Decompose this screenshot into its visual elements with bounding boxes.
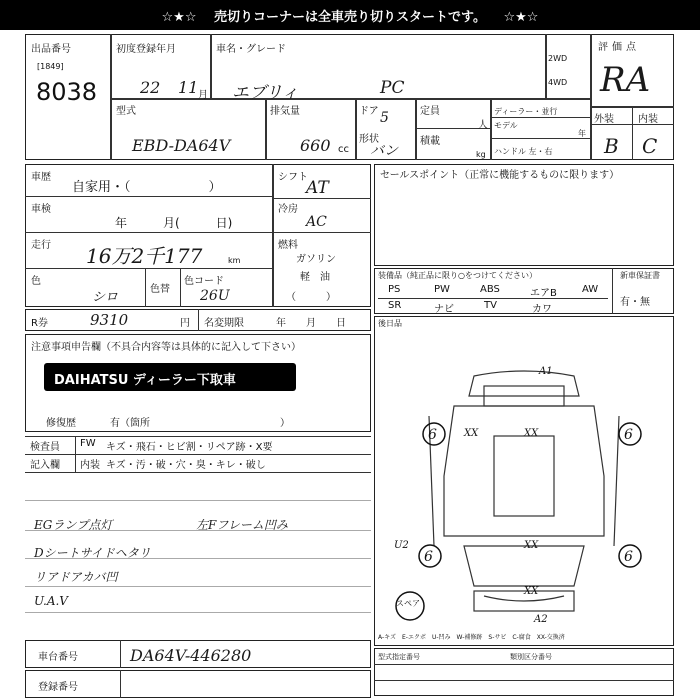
note-5: U.A.V — [34, 594, 68, 608]
recycle-unit: 円 — [180, 318, 190, 329]
warranty-value: 有・無 — [620, 297, 650, 308]
repaint-label: 色替 — [150, 284, 170, 295]
mark-a1: A1 — [539, 366, 553, 377]
inspection-label: 車検 — [31, 204, 51, 215]
note-3: Dシートサイドヘタリ — [34, 546, 151, 560]
mark-xx-3: XX — [524, 540, 539, 551]
reg-month: 11 — [178, 78, 199, 97]
color-code-value: 26U — [200, 288, 230, 304]
fuel-other: （ ） — [286, 292, 336, 303]
recycle-value: 9310 — [90, 311, 129, 329]
dealer-badge: DAIHATSU ディーラー下取車 — [54, 373, 236, 388]
recycle-label: R券 — [31, 318, 48, 329]
notes-label: 注意事項申告欄（不具合内容等は具体的に記入して下さい） — [31, 342, 301, 353]
fuel-gasoline: ガソリン — [296, 254, 336, 265]
note-2: 左Fフレーム凹み — [196, 518, 288, 532]
mark-6-rear-right: 6 — [624, 549, 633, 565]
repair-value: 有（箇所 ） — [110, 418, 290, 429]
damage-legend: A-キズ E-エクボ U-凹み W-補修跡 S-サビ C-腐食 XX-交換済 — [378, 634, 565, 641]
rear-label: 後日品 — [378, 319, 402, 328]
load-unit: kg — [476, 150, 486, 159]
model-year-label: モデル — [494, 121, 518, 130]
mark-6-rear-left: 6 — [424, 549, 433, 565]
disp-label: 排気量 — [270, 106, 300, 117]
model-year-unit: 年 — [578, 129, 586, 138]
inspector-label: 検査員 — [30, 442, 60, 453]
equipment-label: 装備品（純正品に限り○をつけてください） — [378, 271, 537, 280]
reg-label: 初度登録年月 — [116, 44, 176, 55]
ac-label: 冷房 — [278, 204, 298, 215]
history-value: 自家用・（ ） — [72, 180, 222, 195]
equip-tv: TV — [484, 300, 497, 311]
mark-6-front-right: 6 — [624, 427, 633, 443]
name-label: 車名・グレード — [216, 44, 286, 55]
color-label: 色 — [31, 276, 41, 287]
equip-ps: PS — [388, 284, 401, 295]
equip-sr: SR — [388, 300, 402, 311]
warranty-label: 新車保証書 — [620, 271, 660, 280]
fw-label: FW — [80, 438, 96, 449]
capacity-unit: 人 — [478, 120, 488, 131]
capacity-label: 定員 — [420, 106, 440, 117]
mark-xx-4: XX — [524, 586, 539, 597]
note-1: EGランプ点灯 — [34, 518, 113, 532]
equip-aw: AW — [582, 284, 599, 295]
sales-point-label: セールスポイント（正常に機能するものに限ります） — [380, 170, 620, 181]
ac-value: AC — [306, 214, 327, 230]
shift-label: シフト — [278, 172, 308, 183]
equip-leather: カワ — [532, 304, 552, 315]
fuel-diesel: 軽 油 — [300, 272, 330, 283]
mileage-value: 16万2千177 — [86, 244, 203, 268]
model-value: EBD-DA64V — [132, 136, 231, 155]
spec-label: 型式指定番号 — [378, 653, 420, 661]
mark-u2: U2 — [394, 540, 409, 551]
dealer-label: ディーラー・並行 — [494, 107, 558, 116]
name-value: エブリィ — [232, 83, 299, 103]
mark-xx-2: XX — [524, 428, 539, 439]
top-banner: ☆★☆ 売切りコーナーは全車売り切りスタートです。 ☆★☆ — [0, 0, 700, 30]
spare-label: スペア — [396, 599, 420, 608]
eval-value: RA — [600, 60, 651, 100]
equip-pw: PW — [434, 284, 450, 295]
mark-6-front-left: 6 — [428, 427, 437, 443]
fuel-label: 燃料 — [278, 240, 298, 251]
name-change-text: 年 月 日 — [276, 318, 346, 329]
history-label: 車歴 — [31, 172, 51, 183]
fw-items: キズ・飛石・ヒビ割・リペア跡・X要 — [106, 442, 273, 453]
name-change-label: 名変期限 — [204, 318, 244, 329]
disp-unit: cc — [338, 144, 349, 155]
grade-value: PC — [380, 78, 405, 98]
drive-2wd: 2WD — [548, 54, 568, 63]
shape-value: バン — [370, 143, 398, 159]
model-label: 型式 — [116, 106, 136, 117]
chassis-label: 車台番号 — [38, 652, 78, 663]
inspection-text: 年 月( 日) — [115, 216, 233, 230]
disp-value: 660 — [300, 136, 331, 155]
reg-number-label: 登録番号 — [38, 682, 78, 693]
mark-xx-1: XX — [464, 428, 479, 439]
class-label: 類別区分番号 — [510, 653, 552, 661]
equip-airbag: エアB — [530, 288, 557, 299]
exterior-label: 外装 — [594, 114, 614, 125]
lot-number: 8038 — [36, 78, 98, 106]
chassis-value: DA64V-446280 — [130, 646, 252, 665]
interior-label: 内装 — [638, 114, 658, 125]
equip-navi: ナビ — [434, 304, 454, 315]
repair-label: 修復歴 — [46, 418, 76, 429]
eval-label: 評価点 — [598, 42, 640, 53]
shape-label: 形状 — [359, 134, 379, 145]
color-code-label: 色コード — [184, 276, 224, 287]
interior-value: C — [642, 134, 658, 158]
interior-items: キズ・汚・破・穴・臭・キレ・破し — [106, 460, 266, 471]
color-value: シロ — [92, 290, 119, 305]
mileage-label: 走行 — [31, 240, 51, 251]
exterior-value: B — [604, 134, 619, 158]
mark-a2: A2 — [534, 614, 548, 625]
shift-value: AT — [306, 178, 329, 198]
handle-label: ハンドル 左・右 — [494, 147, 553, 156]
drive-4wd: 4WD — [548, 78, 568, 87]
door-value: 5 — [380, 110, 389, 126]
car-diagram — [374, 316, 674, 646]
lot-bracket: [1849] — [37, 62, 64, 71]
note-4: リアドアカバ凹 — [34, 570, 118, 584]
inspector-interior-label: 内装 — [80, 460, 100, 471]
mileage-unit: km — [228, 256, 241, 265]
lot-label: 出品番号 — [31, 44, 71, 55]
entry-label: 記入欄 — [30, 460, 60, 471]
door-label: ドア — [359, 106, 379, 117]
load-label: 積載 — [420, 136, 440, 147]
reg-year: 22 — [140, 78, 161, 97]
reg-month-unit: 月 — [198, 90, 208, 101]
equip-abs: ABS — [480, 284, 500, 295]
